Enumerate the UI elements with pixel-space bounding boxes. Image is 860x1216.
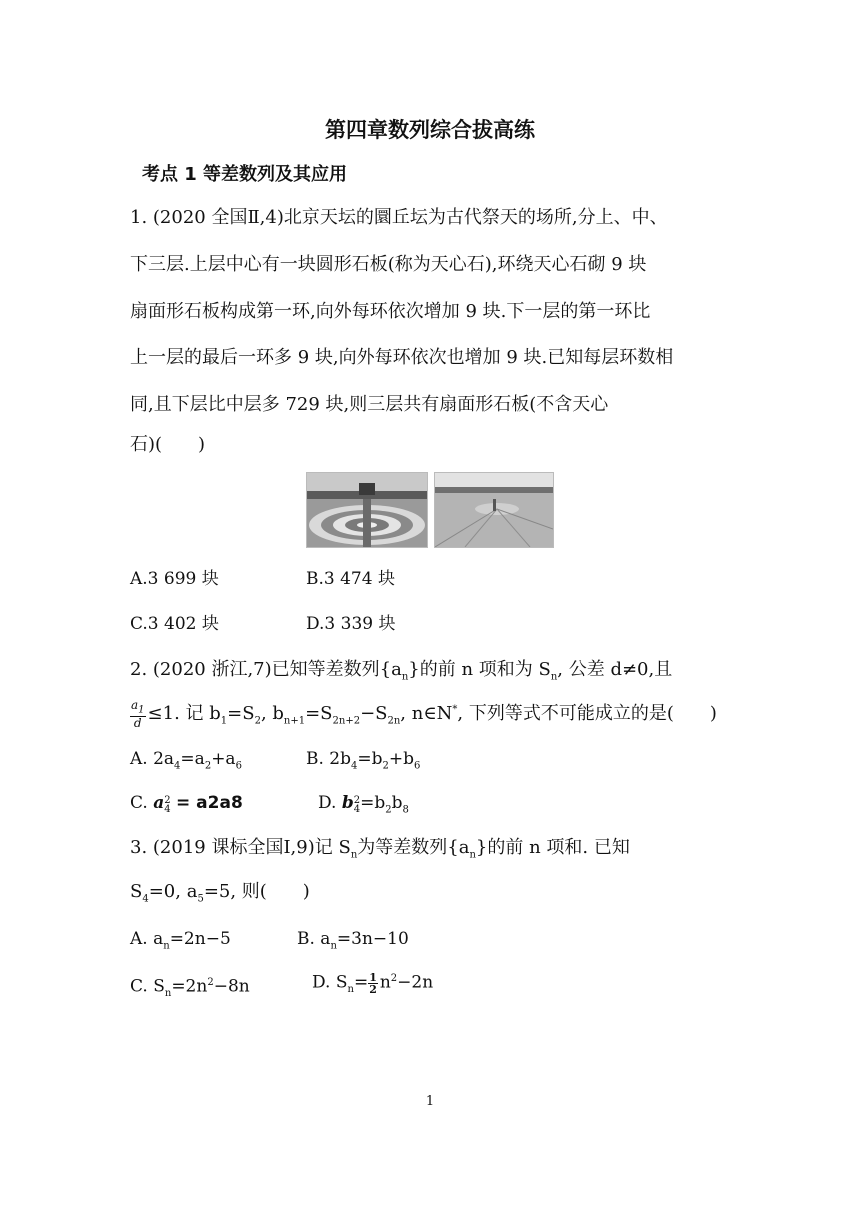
q2-option-b: B. $2b_4=b_2+b_6$ bbox=[306, 749, 421, 772]
q3-option-a: A. $a_n=2n-5$ bbox=[130, 929, 231, 952]
q2-line-1: 2. (2020 浙江,7)已知等差数列$\{a_n\}$的前 n 项和为 $S_n$, 公差 d≠0,且 bbox=[130, 659, 673, 683]
q1-line-1: 1. (2020 全国Ⅱ,4)北京天坛的圜丘坛为古代祭天的场所,分上、中、 bbox=[130, 207, 668, 228]
q1-line-2: 下三层.上层中心有一块圆形石板(称为天心石),环绕天心石砌 9 块 bbox=[130, 254, 647, 275]
q3-option-c: C. $S_n=2n^2-8n$ bbox=[130, 976, 250, 1000]
q2-option-a: A. $2a_4=a_2+a_6$ bbox=[130, 749, 242, 772]
q2-line-2: $\frac{a_1}{d}$ ≤1. 记 $b_1=S_2$, $b_{n+1}=S_{2n+2}-S_{2n}$, n∈N*, 下列等式不可能成立的是( ) bbox=[131, 697, 717, 731]
section-heading: 考点 1 等差数列及其应用 bbox=[142, 164, 348, 185]
q1-line-4: 上一层的最后一环多 9 块,向外每环依次也增加 9 块.已知每层环数相 bbox=[130, 347, 674, 368]
q1-line-5: 同,且下层比中层多 729 块,则三层共有扇面形石板(不含天心 bbox=[130, 394, 609, 415]
q3-option-b: B. $a_n=3n-10$ bbox=[297, 929, 409, 952]
page-title: 第四章数列综合拔高练 bbox=[325, 118, 535, 142]
page-number: 1 bbox=[425, 1094, 435, 1109]
q1-option-d: D.3 339 块 bbox=[306, 614, 396, 634]
photo-temple-aerial bbox=[306, 472, 428, 548]
photo-heaven-stone bbox=[434, 472, 554, 548]
q2-option-c: C. a $_{2 4}$ = a2a8 bbox=[130, 793, 243, 816]
q1-line-6: 石)( ) bbox=[130, 434, 206, 455]
q1-option-a: A.3 699 块 bbox=[130, 569, 219, 589]
q3-line-1: 3. (2019 课标全国Ⅰ,9)记 $S_n$为等差数列$\{a_n\}$的前 n 项和. 已知 bbox=[130, 837, 630, 861]
q3-option-d: D. $S_n=$ $\frac{1}{2}$ $n^2-2n$ bbox=[312, 970, 434, 996]
fraction-a1-over-d: $\frac{a_1}{d}$ bbox=[131, 697, 145, 731]
q1-option-b: B.3 474 块 bbox=[306, 569, 395, 589]
q2-option-d: D. b $_{2 4}=b_2b_8$ bbox=[318, 793, 409, 816]
q3-line-2: $S_4=0$, $a_5=5$, 则( ) bbox=[130, 881, 310, 905]
q1-option-c: C.3 402 块 bbox=[130, 614, 219, 634]
q1-line-3: 扇面形石板构成第一环,向外每环依次增加 9 块.下一层的第一环比 bbox=[130, 301, 651, 322]
